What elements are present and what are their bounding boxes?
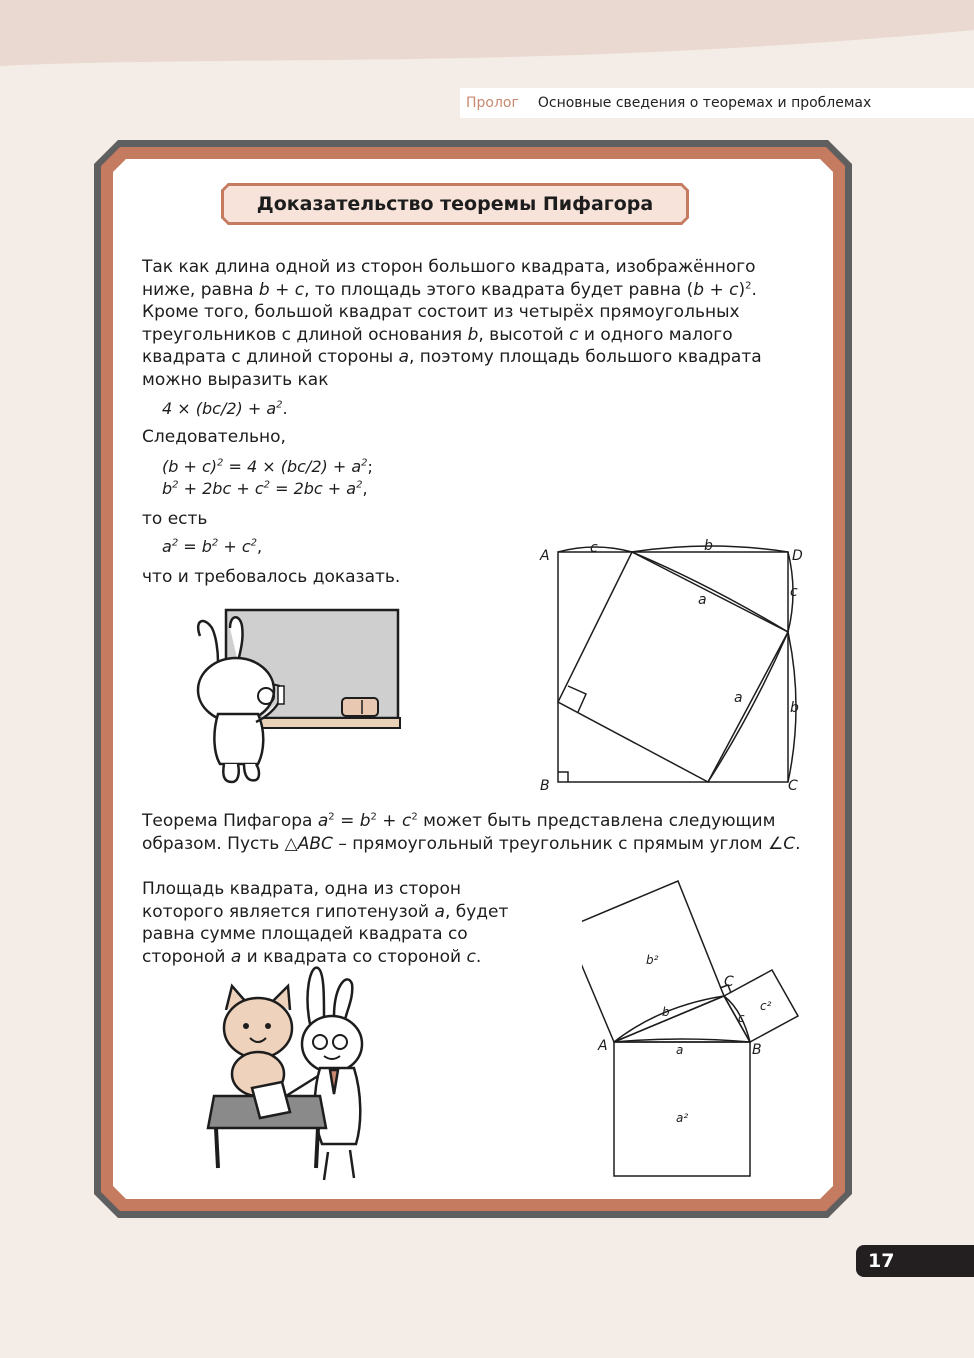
superscript: 2 xyxy=(361,457,368,469)
math-run: c xyxy=(466,946,476,967)
label-diag-a2: a xyxy=(734,690,743,706)
square-a xyxy=(614,1042,750,1176)
paper-sheet xyxy=(252,1082,290,1118)
chapter-label: Пролог xyxy=(466,95,519,111)
right-angle-marker-b xyxy=(558,772,568,782)
eraser xyxy=(342,698,378,716)
label-side-a: a xyxy=(676,1043,684,1057)
equation-run: , xyxy=(362,479,368,498)
superscript: 2 xyxy=(211,537,219,549)
top-wave-decoration xyxy=(0,0,974,90)
point-label-B: B xyxy=(752,1042,762,1058)
point-label-B: B xyxy=(540,778,550,794)
diagram-pythagoras-squares xyxy=(582,876,812,1180)
equation-run: = b xyxy=(178,537,212,556)
text-run: ) xyxy=(738,279,746,300)
label-area-b: b² xyxy=(646,953,659,967)
rabbit-head xyxy=(302,1016,362,1072)
label-area-a: a² xyxy=(676,1111,689,1125)
equation-run: , xyxy=(257,537,263,556)
label-diag-a1: a xyxy=(698,592,707,608)
content-area xyxy=(112,158,834,1198)
text-run: – прямоугольный треугольник с прямым углом ∠ xyxy=(332,833,784,854)
math-run: b xyxy=(467,324,479,345)
qed-text: что и требовалось доказать. xyxy=(142,567,401,587)
point-label-A: A xyxy=(598,1038,608,1054)
superscript: 2 xyxy=(250,537,258,549)
text-run: стороной xyxy=(142,946,231,967)
equation-pythagoras xyxy=(162,536,262,557)
superscript: 2 xyxy=(172,479,179,491)
equation-run: b xyxy=(162,479,173,498)
equation-area-sum xyxy=(162,398,288,419)
text-line: Площадь квадрата, одна из сторон xyxy=(142,879,461,899)
math-run: a xyxy=(434,901,445,922)
label-top-b: b xyxy=(704,538,713,554)
math-run: C xyxy=(783,833,796,854)
text-line: Кроме того, большой квадрат состоит из четырёх прямоугольных xyxy=(142,302,740,323)
section-label: Основные сведения о теоремах и проблемах xyxy=(537,95,872,111)
label-right-c: c xyxy=(790,584,798,600)
page-number: 17 xyxy=(856,1245,974,1277)
title-box xyxy=(220,182,690,226)
thatis-text: то есть xyxy=(142,509,208,529)
point-label-D: D xyxy=(792,548,803,564)
text-run: . xyxy=(751,279,757,300)
math-run: a xyxy=(398,347,409,368)
text-run: квадрата с длиной стороны xyxy=(142,347,399,368)
text-line: можно выразить как xyxy=(142,369,329,390)
superscript: 2 xyxy=(411,811,418,823)
label-top-c: c xyxy=(590,540,598,556)
superscript: 2 xyxy=(328,811,335,823)
text-run: . xyxy=(795,833,801,854)
math-run: b + c xyxy=(258,279,305,300)
point-label-C: C xyxy=(724,974,734,990)
equation-run: a xyxy=(162,537,172,556)
label-area-c: c² xyxy=(760,999,772,1013)
superscript: 2 xyxy=(356,479,363,491)
text-run: может быть представлена следующим xyxy=(417,811,776,831)
chalk xyxy=(278,686,284,704)
outer-square xyxy=(558,552,788,782)
hence-text: Следовательно, xyxy=(142,427,286,447)
equation-run: (b + c) xyxy=(162,457,218,476)
superscript: 2 xyxy=(171,537,179,549)
text-run: треугольников с длиной основания xyxy=(142,324,468,345)
cat-rabbit-illustration xyxy=(206,964,406,1184)
text-run: и квадрата со стороной xyxy=(241,946,467,967)
text-run: , высотой xyxy=(478,324,570,345)
label-side-b: b xyxy=(662,1005,670,1019)
math-run: c xyxy=(401,811,412,831)
equation-run: ; xyxy=(367,457,373,476)
inner-square xyxy=(558,552,788,782)
superscript: 2 xyxy=(276,399,283,411)
math-run: c xyxy=(569,324,579,345)
equation-run: + c xyxy=(218,537,251,556)
area-paragraph xyxy=(142,878,522,968)
superscript: 2 xyxy=(263,479,270,491)
text-run: Теорема Пифагора xyxy=(142,811,318,831)
text-line: Так как длина одной из сторон большого квадрата, изображённого xyxy=(142,257,756,277)
text-run: = xyxy=(334,811,360,831)
text-run: которого является гипотенузой xyxy=(142,901,435,922)
cat-head xyxy=(224,998,292,1058)
point-label-C: C xyxy=(788,778,798,794)
text-run: и одного малого xyxy=(578,324,733,345)
label-side-c: c xyxy=(738,1011,745,1025)
math-run: a xyxy=(230,946,242,967)
intro-paragraph xyxy=(142,256,772,392)
text-run: ниже, равна xyxy=(142,279,259,300)
math-run: b xyxy=(359,811,371,831)
math-run: ABC xyxy=(297,833,333,854)
superscript: 2 xyxy=(370,811,377,823)
equation-run: + 2bc + c xyxy=(178,479,264,498)
math-run: a xyxy=(317,811,329,831)
running-header xyxy=(460,88,974,118)
equation-run: 4 × (bc/2) + a xyxy=(162,399,277,418)
theorem-paragraph xyxy=(142,810,832,855)
superscript: 2 xyxy=(217,457,224,469)
equation-expanded xyxy=(162,456,373,477)
equation-simplified xyxy=(162,478,368,499)
equation-run: = 2bc + a xyxy=(270,479,357,498)
diagram-big-square xyxy=(538,538,824,796)
text-run: , поэтому площадь большого квадрата xyxy=(408,347,762,368)
rabbit-blackboard-illustration xyxy=(194,604,406,788)
text-run: + xyxy=(376,811,402,831)
text-run: образом. Пусть △ xyxy=(142,833,298,854)
point-label-A: A xyxy=(540,548,550,564)
text-run: . xyxy=(475,946,482,967)
text-line: равна сумме площадей квадрата со xyxy=(142,924,468,945)
equation-run: = 4 × (bc/2) + a xyxy=(223,457,362,476)
math-run: b + c xyxy=(693,279,739,300)
text-run: , будет xyxy=(444,901,509,922)
label-right-b: b xyxy=(790,700,799,716)
page-title: Доказательство теоремы Пифагора xyxy=(256,193,654,215)
text-run: , то площадь этого квадрата будет равна ( xyxy=(304,279,694,300)
right-triangle xyxy=(614,996,750,1042)
equation-run: . xyxy=(282,399,288,418)
superscript: 2 xyxy=(745,279,752,291)
